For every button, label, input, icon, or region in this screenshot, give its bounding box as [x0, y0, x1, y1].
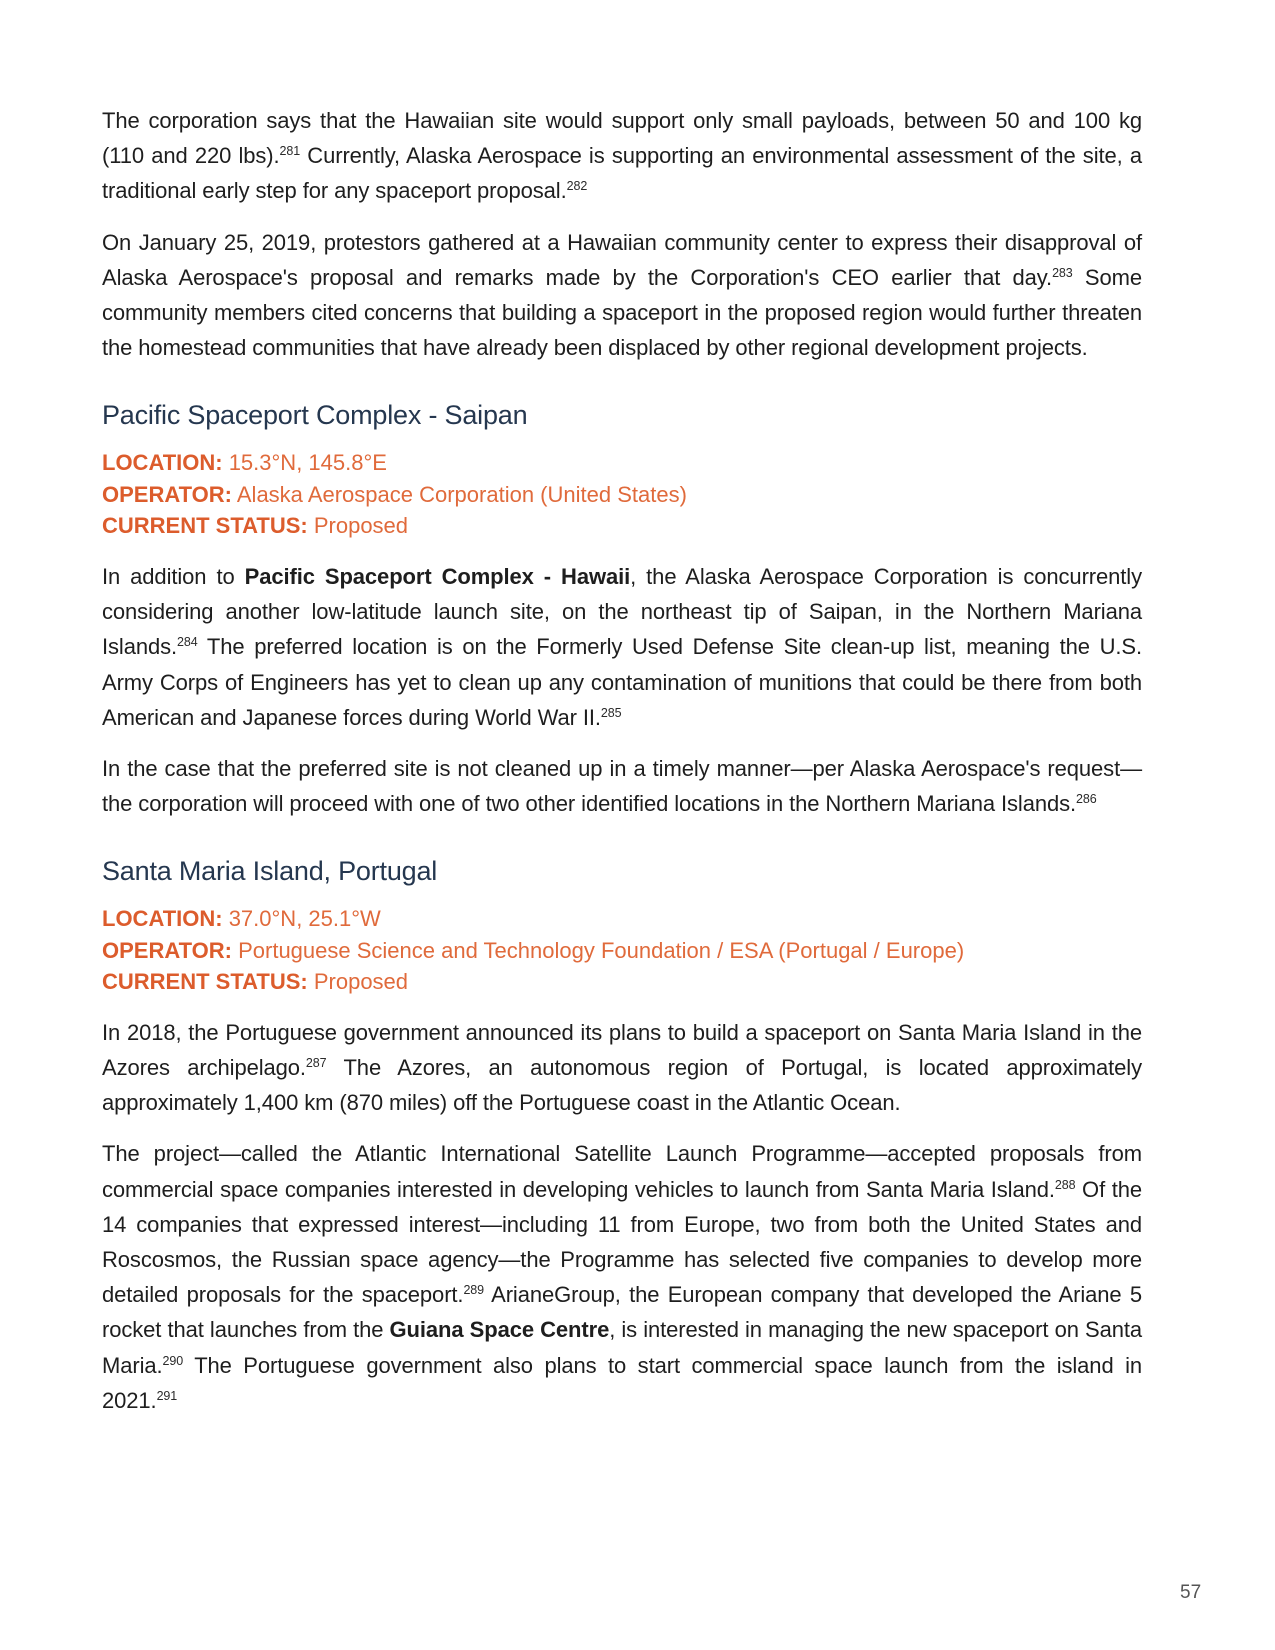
- meta-status: [102, 966, 1142, 998]
- text-run: Of the 14 companies that expressed interest—including 11 from Europe, two from both the United States and Roscosmos, the Russian space agency—the Programme has selected five companies to develop more detailed proposals for the spaceport.: [102, 1176, 1142, 1308]
- meta-location-label: LOCATION:: [102, 906, 223, 932]
- footnote-ref[interactable]: 287: [305, 1056, 327, 1071]
- text-run: On January 25, 2019, protestors gathered at a Hawaiian community center to express their disapproval of Alaska Aerospace's proposal and remarks made by the Corporation's CEO earlier that day.: [102, 229, 1142, 290]
- paragraph-saipan-alternatives: [102, 751, 1142, 821]
- meta-operator: [102, 479, 1142, 511]
- footnote-ref[interactable]: 285: [600, 705, 622, 720]
- bold-ref-hawaii: Pacific Spaceport Complex - Hawaii: [244, 563, 631, 589]
- meta-location: [102, 447, 1142, 479]
- text-run: Currently, Alaska Aerospace is supporting an environmental assessment of the site, a traditional early step for any spaceport proposal.: [102, 143, 1142, 204]
- text-run: The corporation says that the Hawaiian site would support only small payloads, between 50 and 100 kg (110 and 220 lbs).: [102, 108, 1142, 169]
- footnote-ref[interactable]: 284: [177, 635, 198, 650]
- meta-location-value: 15.3°N, 145.8°E: [222, 450, 387, 476]
- text-run: The Portuguese government also plans to start commercial space launch from the island in 2021.: [102, 1352, 1142, 1413]
- text-run: , is interested in managing the new spaceport on Santa Maria.: [102, 1317, 1142, 1378]
- meta-operator: [102, 935, 1142, 967]
- bold-ref-guiana: Guiana Space Centre: [389, 1317, 610, 1343]
- footnote-ref[interactable]: 281: [279, 144, 301, 159]
- paragraph-hawaii-payloads: [102, 103, 1142, 209]
- text-run: The project—called the Atlantic International Satellite Launch Programme—accepted proposals from commercial space companies interested in developing vehicles to launch from Santa Maria Island.: [102, 1141, 1142, 1202]
- text-run: Some community members cited concerns that building a spaceport in the proposed region would further threaten the homestead communities that have already been displaced by other regional development projects.: [102, 264, 1142, 361]
- paragraph-atlantic-programme: [102, 1136, 1142, 1418]
- meta-operator-label: OPERATOR:: [102, 481, 232, 507]
- footnote-ref[interactable]: 289: [463, 1283, 485, 1298]
- paragraph-azores: [102, 1015, 1142, 1121]
- site-meta-santa-maria: [102, 903, 1142, 998]
- footnote-ref[interactable]: 290: [162, 1353, 184, 1368]
- text-run: , the Alaska Aerospace Corporation is concurrently considering another low-latitude launch site, on the northeast tip of Saipan, in the Northern Mariana Islands.: [102, 563, 1142, 660]
- text-run: The preferred location is on the Formerly Used Defense Site clean-up list, meaning the U.S. Army Corps of Engineers has yet to clean up any contamination of munitions that could be there from both American and Japanese forces during World War II.: [102, 634, 1142, 730]
- meta-operator-label: OPERATOR:: [102, 937, 232, 963]
- meta-status-label: CURRENT STATUS:: [102, 969, 308, 995]
- text-run: The Azores, an autonomous region of Portugal, is located approximately approximately 1,400 km (870 miles) off the Portuguese coast in the Atlantic Ocean.: [102, 1055, 1142, 1116]
- text-run: In the case that the preferred site is not cleaned up in a timely manner—per Alaska Aerospace's request—the corporation will proceed with one of two other identified locations in the Northern Mariana Islands.: [102, 755, 1142, 817]
- footnote-ref[interactable]: 286: [1076, 792, 1097, 807]
- site-meta-saipan: [102, 447, 1142, 542]
- paragraph-saipan-site: [102, 559, 1142, 735]
- text-run: In 2018, the Portuguese government announced its plans to build a spaceport on Santa Maria Island in the Azores archipelago.: [102, 1019, 1142, 1081]
- footnote-ref[interactable]: 291: [156, 1388, 178, 1403]
- section-title-santa-maria: Santa Maria Island, Portugal: [102, 856, 438, 887]
- meta-status: [102, 510, 1142, 542]
- meta-location: [102, 903, 1142, 935]
- page-number: 57: [1180, 1582, 1202, 1603]
- footnote-ref[interactable]: 288: [1054, 1177, 1076, 1192]
- footnote-ref[interactable]: 283: [1052, 265, 1073, 280]
- meta-operator-value: Portuguese Science and Technology Foundation / ESA (Portugal / Europe): [231, 937, 965, 963]
- meta-location-label: LOCATION:: [102, 450, 223, 476]
- footnote-ref[interactable]: 282: [566, 179, 588, 194]
- meta-operator-value: Alaska Aerospace Corporation (United States): [231, 481, 687, 507]
- meta-status-value: Proposed: [307, 513, 409, 539]
- meta-status-label: CURRENT STATUS:: [102, 513, 308, 539]
- meta-status-value: Proposed: [307, 969, 409, 995]
- paragraph-protest: [102, 225, 1142, 366]
- section-title-saipan: Pacific Spaceport Complex - Saipan: [102, 400, 528, 431]
- text-run: ArianeGroup, the European company that developed the Ariane 5 rocket that launches from the: [102, 1282, 1142, 1343]
- page-content: [102, 103, 1142, 1418]
- meta-location-value: 37.0°N, 25.1°W: [222, 906, 381, 932]
- text-run: In addition to: [102, 563, 245, 589]
